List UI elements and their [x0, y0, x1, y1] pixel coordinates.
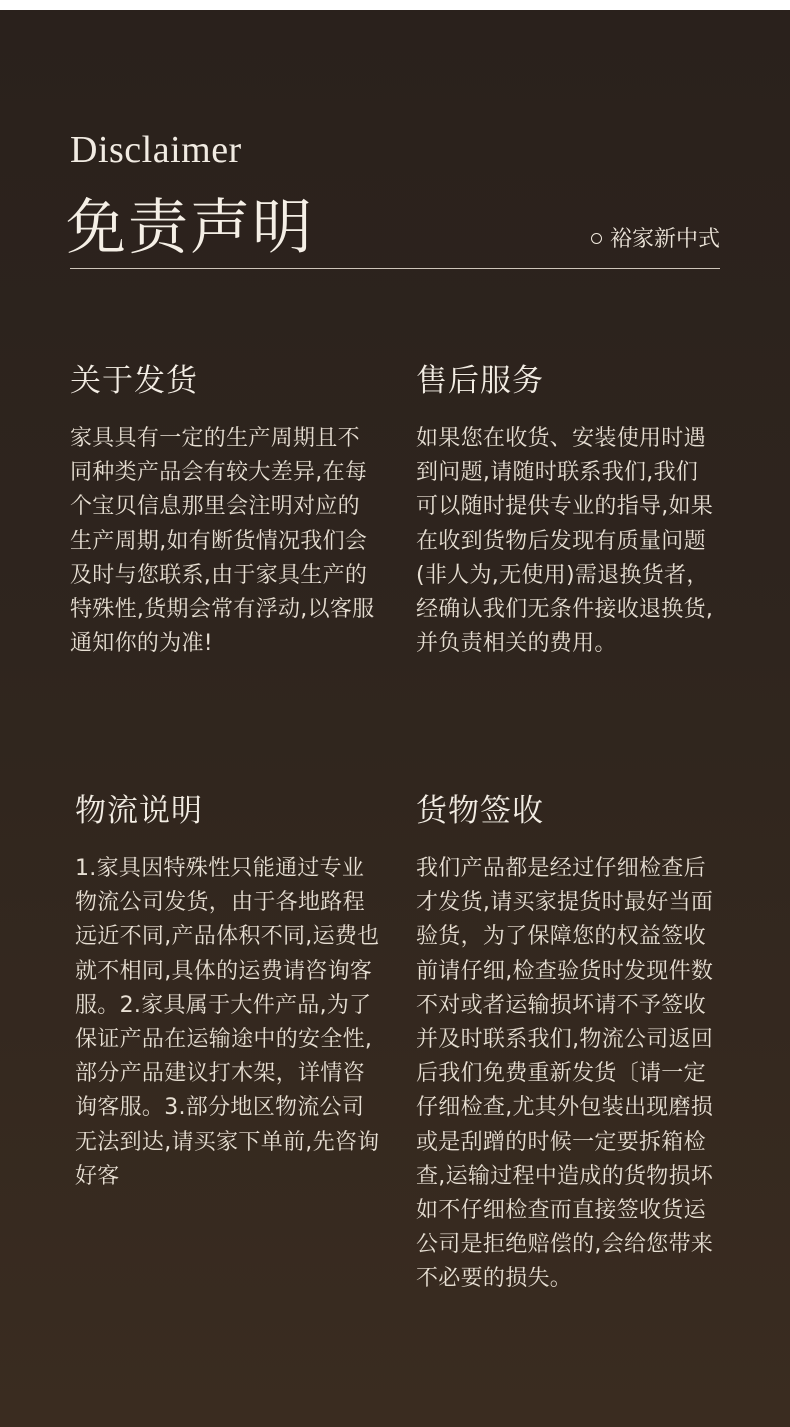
section-body: 如果您在收货、安装使用时遇到问题,请随时联系我们,我们可以随时提供专业的指导,如果在收到货物后发现有质量问题(非人为,无使用)需退换货者，经确认我们无条件接收退换货,并负责相关的费用。 — [416, 426, 714, 657]
brand-name: 裕家新中式 — [609, 227, 720, 252]
section-body: 我们产品都是经过仔细检查后才发货,请买家提货时最好当面验货，为了保障您的权益签收前请仔细,检查验货时发现件数不对或者运输损坏请不予签收并及时联系我们,物流公司返回后我们免费重新发货〔请一定仔细检查,尤其外包装出现磨损或是刮蹭的时候一定要拆箱检查,运输过程中造成的货物损坏如不仔细检查而直接签收货运公司是拒绝赔偿的,会给您带来不必要的损失。 — [416, 856, 714, 1292]
title-chinese: 免责声明 — [66, 193, 314, 263]
disclaimer-page — [0, 10, 790, 1427]
section-title: 售后服务 — [416, 363, 544, 399]
section-shipping — [70, 355, 380, 661]
brand-tag — [591, 222, 720, 253]
section-title: 货物签收 — [416, 793, 544, 829]
section-receipt — [416, 785, 716, 1297]
section-title: 物流说明 — [75, 793, 203, 829]
section-body: 1.家具因特殊性只能通过专业物流公司发货，由于各地路程远近不同,产品体积不同,运费也就不相同,具体的运费请咨询客服。2.家具属于大件产品,为了保证产品在运输途中的安全性,部分产品建议打木架，详情咨询客服。3.部分地区物流公司无法到达,请买家下单前,先咨询好客 — [75, 856, 380, 1189]
section-body: 家具具有一定的生产周期且不同种类产品会有较大差异,在每个宝贝信息那里会注明对应的生产周期,如有断货情况我们会及时与您联系,由于家具生产的特殊性,货期会常有浮动,以客服通知你的为准! — [70, 426, 375, 657]
section-after-sales — [416, 355, 716, 661]
header-divider — [70, 268, 720, 269]
title-english: Disclaimer — [70, 129, 242, 171]
circle-icon — [591, 233, 602, 244]
section-logistics — [75, 785, 380, 1194]
section-title: 关于发货 — [70, 363, 198, 399]
